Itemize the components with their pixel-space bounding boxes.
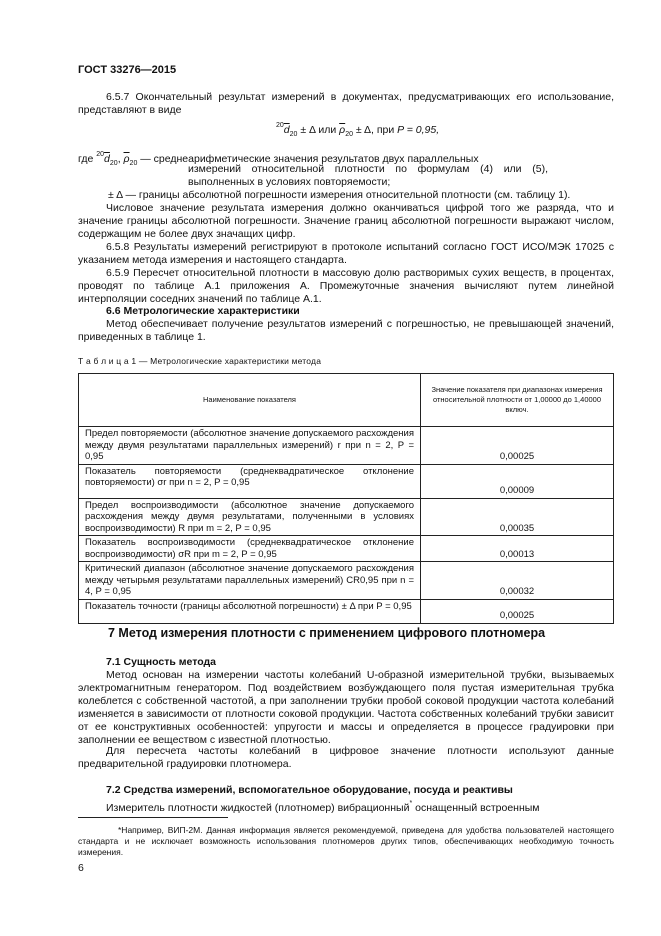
table-caption: Т а б л и ц а 1 — Метрологические характеристики метода: [78, 356, 322, 366]
paragraph-6-5-8: 6.5.8 Результаты измерений регистрируют в протоколе испытаний согласно ГОСТ ИСО/МЭК 17025 с указанием метода измерения и настоящего стандарта.: [78, 241, 614, 266]
heading-6-6: 6.6 Метрологические характеристики: [106, 305, 300, 317]
where-mid: ,: [117, 153, 124, 165]
formula-rho: $\overline{\rho}$: [339, 124, 346, 136]
table-col2-header: Значение показателя при диапазонах измерения относительной плотности от 1,00000 до 1,40000 включ.: [421, 374, 614, 427]
paragraph-numeric: Числовое значение результата измерения должно оканчиваться цифрой того же разряда, что и значение границы абсолютной погрешности. Значение границ абсолютной погрешности выражают числом, содержащим не более двух значащих цифр.: [78, 202, 614, 240]
formula: [276, 119, 439, 141]
where-rho-sub: 20: [129, 160, 138, 167]
where-line2: измерений относительной плотности по формулам (4) или (5), выполненных в условиях повторяемости;: [188, 163, 548, 188]
formula-d: $\overline{d}$: [283, 124, 290, 136]
where-d: $\overline{d}$: [104, 153, 110, 165]
page-number: 6: [78, 862, 84, 874]
table-row: [79, 536, 614, 562]
row-name: Критический диапазон (абсолютное значение допускаемого расхождения между четырьмя результатами параллельных измерений) CR0,95 при n = 4, P = 0,95: [79, 562, 421, 600]
formula-pm2: ± Δ, при: [352, 124, 398, 136]
heading-7: 7 Метод измерения плотности с применением цифрового плотномера: [108, 626, 546, 640]
table-row: [79, 599, 614, 623]
paragraph-7-1a: Метод основан на измерении частоты колебаний U-образной измерительной трубки, вызываемых электромагнитным генератором. Под воздействием возбуждающего поля пустая измерительная трубка колеблется с собственной частотой, а при заполнении трубки пробой соковой продукции частота колебаний изменяется в зависимости от плотности соковой продукции. Частота собственных колебаний трубки зависит от ее конструктивных особенностей: упругости и массы и определяется в процессе градуировки при заполнении ее веществом с известной плотностью.: [78, 669, 614, 746]
paragraph-6-6: Метод обеспечивает получение результатов измерений с погрешностью, не превышающей значений, приведенных в таблице 1.: [78, 318, 614, 343]
formula-p: P = 0,95,: [397, 124, 440, 136]
p72-tail: оснащенный встроенным: [412, 802, 540, 814]
footnote: *Например, ВИП-2М. Данная информация является рекомендуемой, приведена для удобства пользователей настоящего стандарта и не исключает возможность использования плотномеров других типов, обеспечивающих необходимую точность измерения.: [78, 825, 614, 857]
footnote-divider: [78, 817, 228, 818]
paragraph-6-5-9: 6.5.9 Пересчет относительной плотности в массовую долю растворимых сухих веществ, в процентах, проводят по таблице А.1 приложения А. Промежуточные значения вычисляют путем линейной интерполяции соседних значений по таблице А.1.: [78, 267, 614, 305]
p72-text: Измеритель плотности жидкостей (плотномер) вибрационный: [106, 802, 410, 814]
row-value: 0,00013: [421, 536, 614, 562]
where-d-sub: 20: [109, 160, 118, 167]
row-value: 0,00025: [421, 427, 614, 465]
paragraph-6-5-7: 6.5.7 Окончательный результат измерений в документах, предусматривающих его использование, представляют в виде: [78, 91, 614, 116]
metrology-table: [78, 373, 614, 624]
table-row: [79, 562, 614, 600]
document-header: ГОСТ 33276—2015: [78, 64, 177, 76]
row-name: Показатель точности (границы абсолютной погрешности) ± Δ при P = 0,95: [79, 599, 421, 623]
table-col1-header: Наименование показателя: [79, 374, 421, 427]
where-dash: — среднеарифметические значения результатов двух параллельных: [137, 153, 479, 165]
formula-sup: 20: [276, 122, 284, 129]
row-value: 0,00035: [421, 498, 614, 536]
row-name: Показатель повторяемости (среднеквадратическое отклонение повторяемости) σr при n = 2, P = 0,95: [79, 464, 421, 498]
table-row: [79, 498, 614, 536]
formula-rho-sub: 20: [345, 131, 353, 138]
where-sup: 20: [96, 151, 105, 158]
row-name: Предел повторяемости (абсолютное значение допускаемого расхождения между двумя результатами параллельных измерений) r при n = 2, P = 0,95: [79, 427, 421, 465]
table-row: [79, 427, 614, 465]
where-delta: ± Δ — границы абсолютной погрешности измерения относительной плотности (см. таблицу 1).: [108, 189, 571, 201]
where-rho: $\overline{\rho}$: [123, 153, 130, 165]
footnote-marker: *: [409, 800, 413, 807]
formula-d-sub: 20: [289, 131, 298, 138]
formula-pm1: ± Δ или: [297, 124, 340, 136]
heading-7-1: 7.1 Сущность метода: [106, 656, 217, 668]
where-prefix: где: [78, 153, 97, 165]
heading-7-2: 7.2 Средства измерений, вспомогательное оборудование, посуда и реактивы: [106, 784, 513, 796]
row-value: 0,00032: [421, 562, 614, 600]
table-header-row: [79, 374, 614, 427]
paragraph-7-1b: Для пересчета частоты колебаний в цифровое значение плотности используют данные предварительной градуировки плотномера.: [78, 745, 614, 770]
row-value: 0,00025: [421, 599, 614, 623]
row-value: 0,00009: [421, 464, 614, 498]
row-name: Предел воспроизводимости (абсолютное значение допускаемого расхождения между двумя результатами, полученными в условиях воспроизводимости) R при m = 2, P = 0,95: [79, 498, 421, 536]
paragraph-7-2: [78, 797, 614, 815]
row-name: Показатель воспроизводимости (среднеквадратическое отклонение воспроизводимости) σR при m = 2, P = 0,95: [79, 536, 421, 562]
table-row: [79, 464, 614, 498]
